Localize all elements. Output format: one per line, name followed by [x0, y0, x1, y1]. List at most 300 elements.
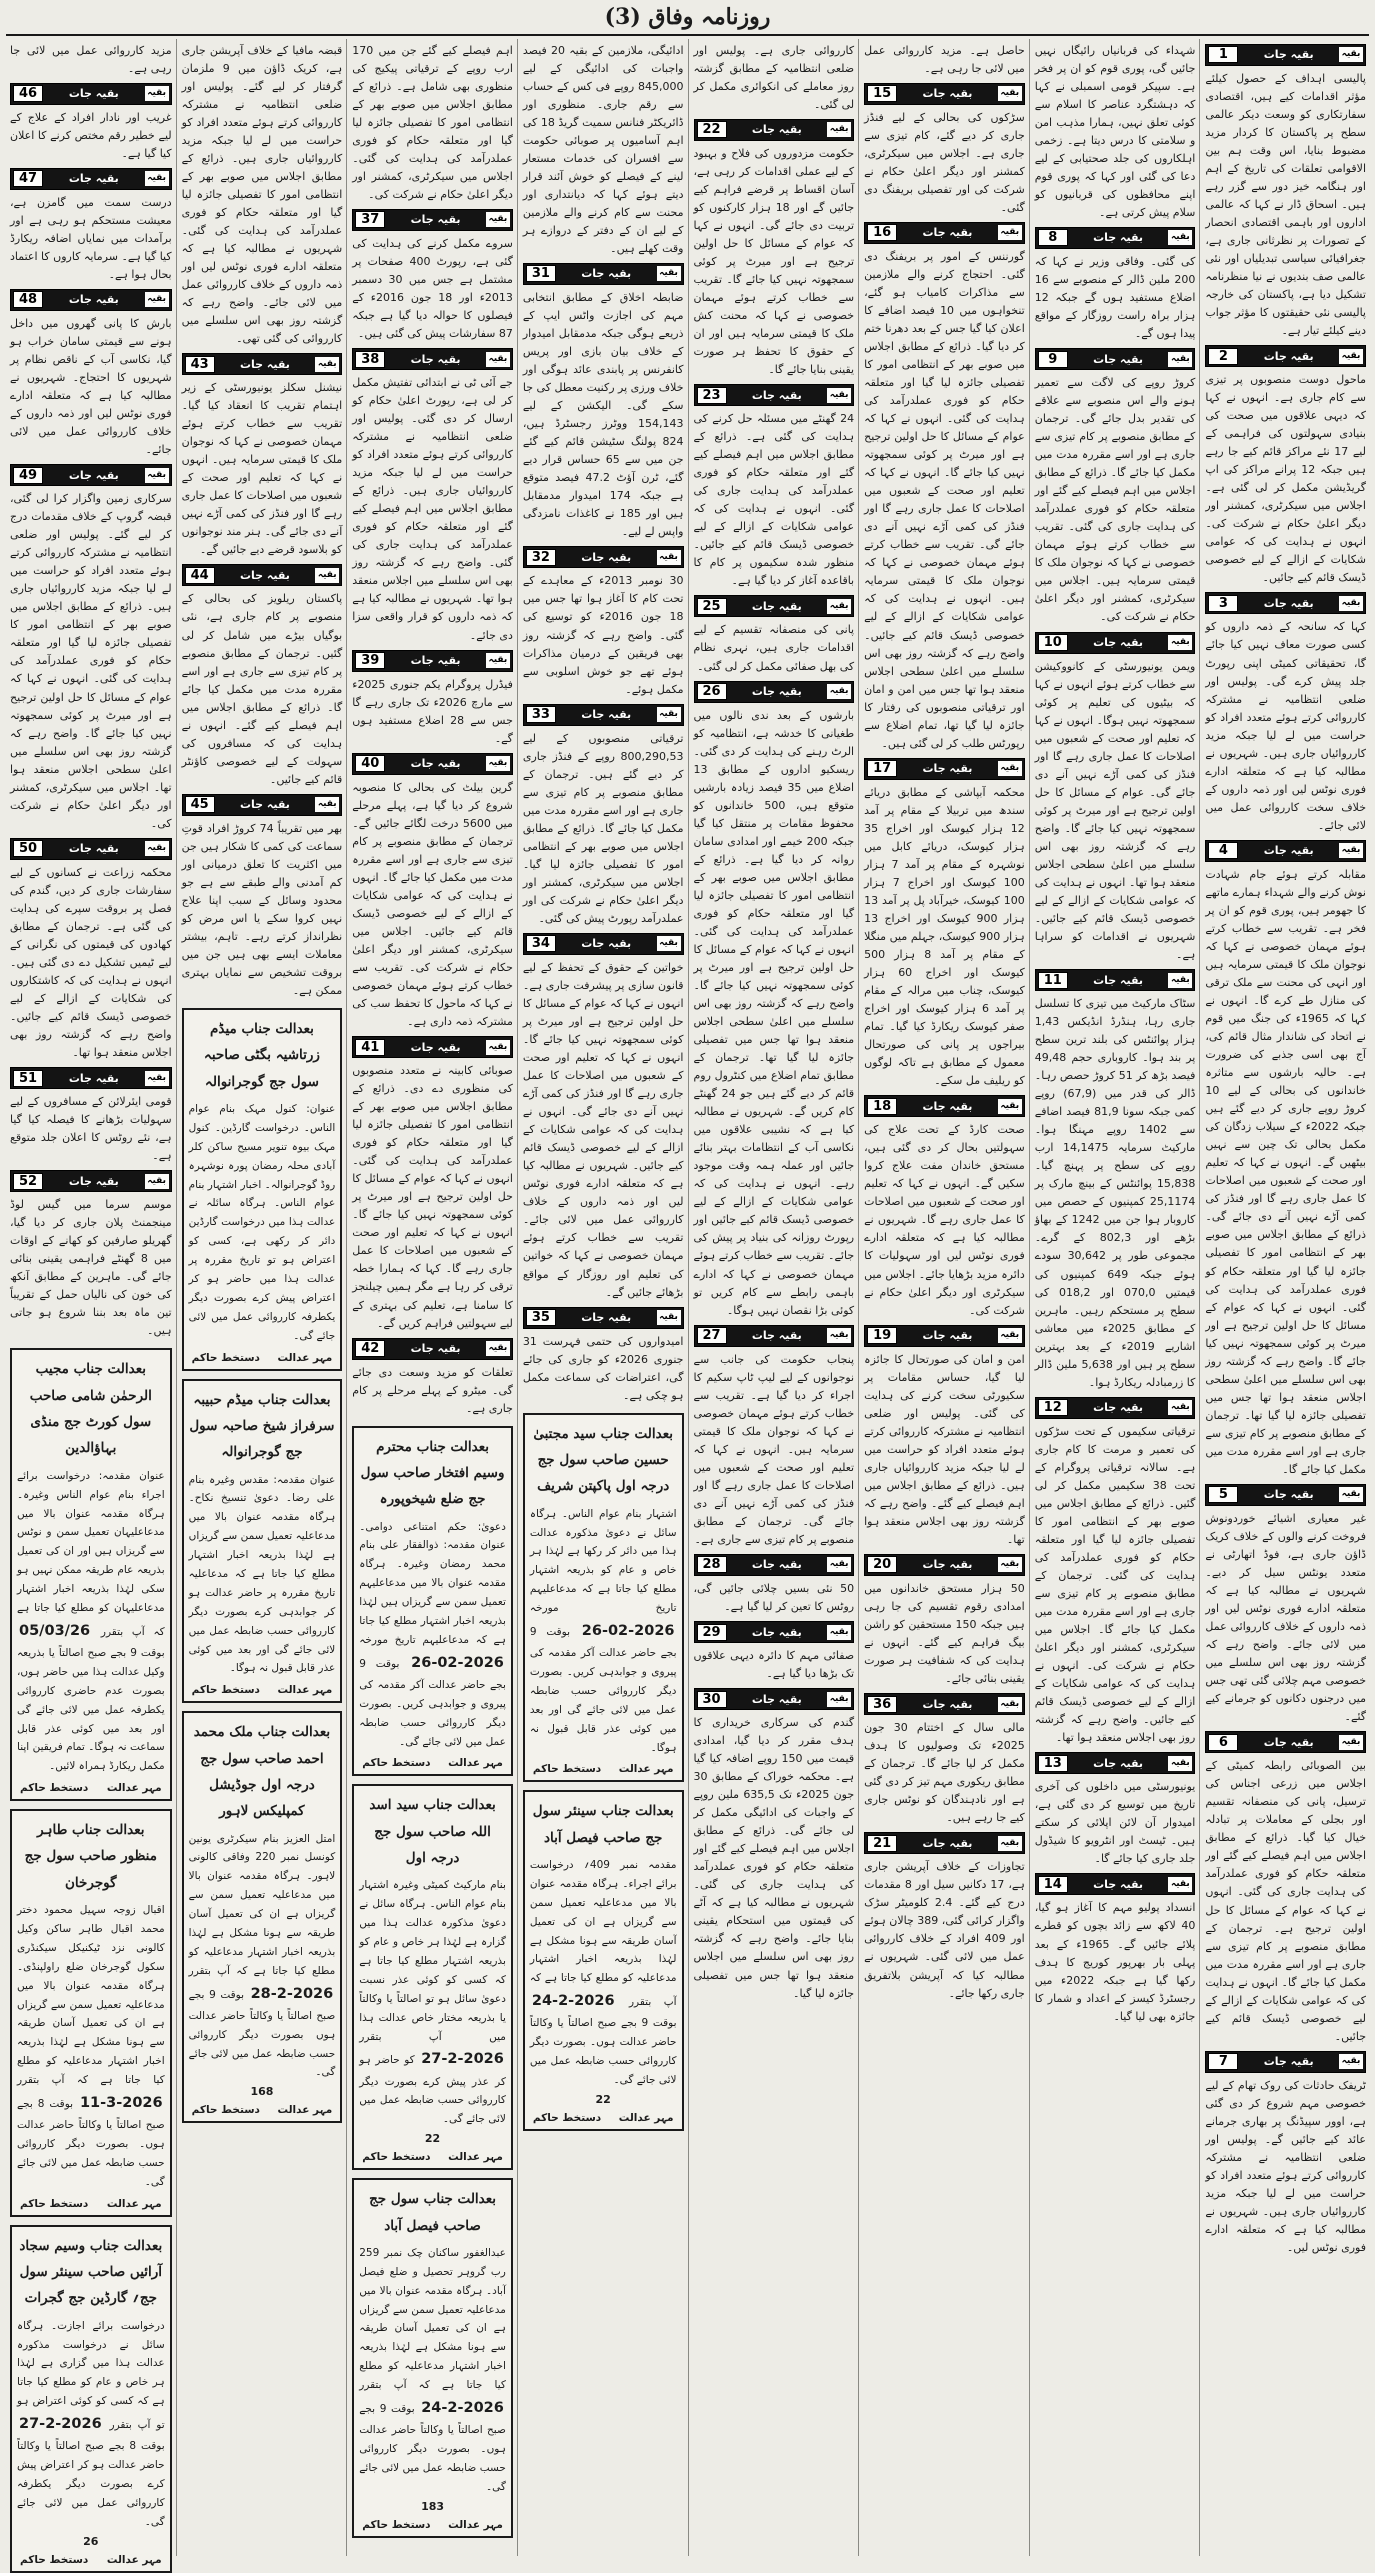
section-bar-corner-label: بقیہ: [1168, 352, 1192, 367]
section-bar-title: بقیہ جات: [1093, 1756, 1144, 1770]
section-number: 29: [697, 1624, 727, 1641]
section-bar-title: بقیہ جات: [581, 1311, 632, 1325]
section-bar-35: [523, 1307, 684, 1329]
section-bar-23: [694, 384, 855, 406]
section-bar-title: بقیہ جات: [410, 654, 461, 668]
news-text: تجاوزات کے خلاف آپریشن جاری ہے، 17 دکانیں سیل اور 8 مقدمات درج کیے گئے۔ 2.4 کلومیٹر سڑک واگزار کرائی گئی، 389 چالان ہوئے اور 409 افراد کے خلاف کارروائی عمل میں لائی گئی۔ شہریوں نے مطالبہ کیا کہ آپریشن بلاتفریق جاری رکھا جائے۔: [864, 1860, 1025, 2000]
news-text: ضابطہ اخلاق کے مطابق انتخابی مہم کی اجازت واٹس ایپ کے ذریعے ہوگی جبکہ مدمقابل امیدوار کے خلاف بیان بازی اور پریس کانفرنس پر پابندی عائد ہوگی اور خلاف ورزی پر رکنیت معطل کی جا سکے گی۔ الیکشن کے لیے 154,143 ووٹرز رجسٹرڈ ہیں، 824 پولنگ سٹیشن قائم کیے گئے جن میں سے 65 حساس قرار دیے گئے، ٹرن آؤٹ 47.2 فیصد متوقع ہے جبکہ 174 امیدوار مدمقابل ہیں اور 185 نے کاغذات نامزدگی واپس لے لیے۔: [522, 290, 684, 539]
section-bar-48: [10, 289, 172, 311]
section-bar-title: بقیہ جات: [1263, 844, 1314, 858]
news-text: بارش کا پانی گھروں میں داخل ہونے سے قیمتی سامان خراب ہو گیا، نکاسی آب کے ناقص نظام پر شہریوں کا احتجاج۔ شہریوں نے مطالبہ کیا ہے کہ متعلقہ ادارے فوری نوٹس لیں اور ذمہ داروں کے خلاف کارروائی عمل میں لائی جائے۔: [10, 316, 172, 457]
section-bar-title: بقیہ جات: [1093, 636, 1144, 649]
section-bar-title: بقیہ جات: [410, 1040, 461, 1054]
section-number: 38: [355, 351, 385, 368]
notice-footer-signature: دستخط حاکم: [20, 2197, 89, 2210]
section-bar-corner-label: بقیہ: [827, 1328, 851, 1343]
notice-body-text: بوقت 9 بجے صبح اصالتاً یا وکالتاً حاضر عدالت ہوں بصورت دیگر کارروائی حسب ضابطہ عمل میں لائی جائے گی۔: [188, 1988, 336, 2079]
notice-body-text: اقبال زوجہ سہیل محمود دختر محمد اقبال طاہر ساکن وکیل کالونی نزد ٹیکنیکل سیکنڈری سکول گوجرخان ضلع راولپنڈی۔ ہرگاہ مقدمہ عنوان بالا میں مدعاعلیہ تعمیل سمن سے گریزاں ہے ان کی تعمیل آسان طریقہ سے ہونا مشکل ہے لہٰذا بذریعہ اخبار اشتہار مدعاعلیہ کو مطلع کیا جاتا ہے کہ آپ بتقرر: [17, 1904, 165, 2087]
section-number: 1: [1208, 46, 1238, 63]
court-notice: [352, 1784, 513, 2170]
news-text: غیر معیاری اشیائے خوردونوش فروخت کرنے والوں کے خلاف کریک ڈاؤن جاری ہے، فوڈ اتھارٹی نے متعدد یونٹس سیل کر دیے۔ شہریوں نے مطالبہ کیا ہے کہ متعلقہ ادارے فوری نوٹس لیں اور ذمہ داروں کے خلاف کارروائی عمل میں لائی جائے۔ واضح رہے کہ گزشتہ روز بھی اس سلسلے میں خصوصی مہم چلائی گئی تھی جس میں درجنوں دکانوں کو جرمانے کیے گئے۔: [1205, 1511, 1366, 1724]
section-bar-corner-label: بقیہ: [486, 352, 510, 367]
notice-date: 26-02-2026: [581, 1622, 675, 1639]
section-bar-title: بقیہ جات: [1263, 48, 1314, 62]
section-bar-8: [1035, 227, 1196, 249]
section-bar-corner-label: بقیہ: [657, 550, 681, 565]
section-bar-title: بقیہ جات: [1093, 1401, 1144, 1415]
section-bar-corner-label: بقیہ: [827, 388, 851, 403]
section-number: 39: [355, 652, 385, 669]
section-bar-2: [1205, 345, 1366, 367]
news-text: سڑکوں کی بحالی کے لیے فنڈز جاری کر دیے گئے، کام تیزی سے جاری ہے۔ اجلاس میں سیکرٹری، کمشنر اور دیگر اعلیٰ حکام نے شرکت کی اور تفصیلی بریفنگ دی گئی۔: [864, 110, 1025, 214]
notice-body-text: عبدالغفور ساکنان چک نمبر 259 رب گروہر تحصیل و ضلع فیصل آباد۔ ہرگاہ مقدمہ عنوان بالا میں مدعاعلیہ تعمیل سمن سے گریزاں ہے ان کی تعمیل آسان طریقہ سے ہونا مشکل ہے لہٰذا بذریعہ اخبار اشتہار مدعاعلیہ کو مطلع کیا جاتا ہے کہ آپ بتقرر: [359, 2246, 506, 2392]
section-number: 49: [13, 467, 43, 484]
section-bar-corner-label: بقیہ: [657, 707, 681, 722]
section-bar-corner-label: بقیہ: [827, 684, 851, 699]
news-text: غریب اور نادار افراد کے علاج کے لیے خطیر رقم مختص کرنے کا اعلان کیا گیا ہے۔: [10, 110, 172, 160]
notice-header: بعدالت جناب محترم وسیم افتخار صاحب سول جج ضلع شیخوپورہ: [360, 1438, 505, 1508]
section-bar-title: بقیہ جات: [751, 1329, 802, 1343]
court-notice: [10, 1348, 172, 1801]
notice-footer-signature: دستخط حاکم: [362, 1757, 431, 1770]
section-bar-corner-label: بقیہ: [1168, 230, 1192, 245]
section-bar-corner-label: بقیہ: [145, 841, 169, 856]
section-number: 43: [185, 356, 215, 373]
notice-body: [17, 1901, 165, 2192]
section-bar-22: [694, 119, 855, 141]
section-bar-28: [694, 1554, 855, 1576]
section-bar-47: [10, 168, 172, 190]
section-bar-corner-label: بقیہ: [827, 1557, 851, 1572]
section-number: 26: [697, 683, 727, 700]
news-text: امیدواروں کی حتمی فہرست 31 جنوری 2026ء کو جاری کی جائے گی، اعتراضات کی سماعت مکمل ہو چکی ہے۔: [522, 1334, 684, 1402]
section-bar-title: بقیہ جات: [922, 1329, 973, 1343]
section-bar-15: [864, 83, 1025, 105]
news-text: کی گئی۔ وفاقی وزیر نے کہا کہ 200 ملین ڈالر کے منصوبے سے 16 اضلاع مستفید ہوں گے جبکہ 12 ہزار براہ راست روزگار کے مواقع پیدا ہوں گے۔: [1034, 254, 1196, 341]
notice-date: 11-3-2026: [79, 2095, 163, 2112]
section-bar-corner-label: بقیہ: [315, 797, 339, 812]
section-bar-3: [1205, 592, 1366, 614]
section-bar-corner-label: بقیہ: [486, 1040, 510, 1055]
section-number: 14: [1038, 1876, 1068, 1893]
section-bar-corner-label: بقیہ: [827, 1692, 851, 1707]
news-text: گرین بیلٹ کی بحالی کا منصوبہ شروع کر دیا گیا ہے، پہلے مرحلے میں 5600 درخت لگائے جائیں گے۔ ترجمان کے مطابق منصوبے پر کام تیزی سے جاری ہے اور اسے مقررہ مدت میں مکمل کیا جائے گا۔ انہوں نے ہدایت کی کہ عوامی شکایات کے ازالے کے لیے خصوصی ڈیسک قائم کیے جائیں۔ اجلاس میں سیکرٹری، کمشنر اور دیگر اعلیٰ حکام نے شرکت کی۔ تقریب سے خطاب کرتے ہوئے مہمان خصوصی نے کہا کہ ماحول کا تحفظ سب کی مشترکہ ذمہ داری ہے۔: [352, 780, 513, 1029]
news-text: کروڑ روپے کی لاگت سے تعمیر ہونے والے اس منصوبے سے علاقے کی تقدیر بدل جائے گی۔ ترجمان کے مطابق منصوبے پر کام تیزی سے جاری ہے اور اسے مقررہ مدت میں مکمل کیا جائے گا۔ ذرائع کے مطابق اجلاس میں اہم فیصلے کیے گئے اور متعلقہ حکام کو فوری عملدرآمد کی ہدایت جاری کی گئی۔ تقریب سے خطاب کرتے ہوئے مہمان خصوصی نے کہا کہ نوجوان ملک کا قیمتی سرمایہ ہیں۔ اجلاس میں سیکرٹری، کمشنر اور دیگر اعلیٰ حکام نے شرکت کی۔: [1034, 376, 1196, 624]
notice-header: بعدالت جناب سول جج صاحب فیصل آباد: [369, 2191, 497, 2234]
section-bar-12: [1035, 1397, 1196, 1419]
section-number: 25: [697, 598, 727, 615]
notice-date: 27-2-2026: [421, 2051, 504, 2068]
notice-header: بعدالت جناب وسیم سجاد آرائیں صاحب سینئر سول جج؍ گارڈین جج گجرات: [19, 2237, 163, 2307]
notice-date: 26-02-2026: [411, 1654, 504, 1671]
section-bar-corner-label: بقیہ: [145, 292, 169, 307]
notice-footer-signature: دستخط حاکم: [532, 1763, 602, 1776]
section-bar-title: بقیہ جات: [1263, 2055, 1314, 2069]
section-bar-27: [694, 1325, 855, 1347]
section-number: 16: [867, 224, 897, 241]
news-text: یونیورسٹی میں داخلوں کی آخری تاریخ میں توسیع کر دی گئی ہے، امیدوار آن لائن اپلائی کر سکتے ہیں۔ ٹیسٹ اور انٹرویو کا شیڈول جلد جاری کیا جائے گا۔: [1034, 1780, 1196, 1866]
section-number: 31: [526, 265, 556, 282]
notice-footer-seal: مہر عدالت: [277, 2104, 333, 2117]
section-bar-44: [182, 564, 343, 586]
news-text: پاکستان ریلویز کی بحالی کے منصوبے پر کام جاری ہے، نئی بوگیاں بیڑے میں شامل کر لی گئیں۔ ترجمان کے مطابق منصوبے پر کام تیزی سے جاری ہے اور اسے مقررہ مدت میں مکمل کیا جائے گا۔ ذرائع کے مطابق اجلاس میں اہم فیصلے کیے گئے۔ انہوں نے ہدایت کی کہ مسافروں کی سہولت کے لیے خصوصی کاؤنٹر قائم کیے جائیں۔: [181, 592, 343, 786]
news-text: اہم فیصلے کیے گئے جن میں 170 ارب روپے کے ترقیاتی پیکیج کی منظوری بھی شامل ہے۔ ذرائع کے مطابق اجلاس میں صوبے بھر کے انتظامی امور کا تفصیلی جائزہ لیا گیا اور متعلقہ حکام کو فوری عملدرآمد کی ہدایت کی گئی۔ اجلاس میں سیکرٹری، کمشنر اور دیگر اعلیٰ حکام نے شرکت کی۔: [352, 43, 513, 201]
notice-body-text: بوقت 9 بجے صبح اصالتاً یا بذریعہ وکیل عدالت ہذا میں حاضر ہوں، بصورت عدم حاضری کارروائی یکطرفہ عمل میں لائی جائے گی اور بعد میں کوئی عذر قابل سماعت نہ ہوگا۔ تمام فریقین اپنا مکمل ریکارڈ ہمراہ لائیں۔: [17, 1646, 165, 1773]
section-bar-title: بقیہ جات: [751, 1558, 802, 1572]
notice-case-ref: 168: [250, 2085, 274, 2099]
news-text: ترقیاتی سکیموں کے تحت سڑکوں کی تعمیر و مرمت کا کام جاری ہے۔ سالانہ ترقیاتی پروگرام کے تحت 38 سکیمیں مکمل کر لی گئیں۔ ذرائع کے مطابق اجلاس میں صوبے بھر کے انتظامی امور کا تفصیلی جائزہ لیا گیا اور متعلقہ حکام کو فوری عملدرآمد کی ہدایت کی گئی۔ ترجمان کے مطابق منصوبے پر کام تیزی سے جاری ہے اور اسے مقررہ مدت میں مکمل کیا جائے گا۔ اجلاس میں سیکرٹری، کمشنر اور دیگر اعلیٰ حکام نے شرکت کی۔ انہوں نے ہدایت کی کہ عوامی شکایات کے ازالے کے لیے خصوصی ڈیسک قائم کیے جائیں۔ واضح رہے کہ گزشتہ روز بھی اجلاس منعقد ہوا تھا۔: [1034, 1424, 1196, 1745]
news-text: پنجاب حکومت کی جانب سے نوجوانوں کے لیے لیپ ٹاپ سکیم کا اجراء کر دیا گیا ہے۔ تقریب سے خطاب کرتے ہوئے مہمان خصوصی نے کہا کہ نوجوان ملک کا قیمتی سرمایہ ہیں۔ انہوں نے کہا کہ تعلیم اور صحت کے شعبوں میں اصلاحات کا عمل جاری رہے گا اور فنڈز کی کمی آڑے نہیں آنے دی جائے گی۔ ترجمان کے مطابق منصوبے پر کام تیزی سے جاری ہے۔: [693, 1352, 855, 1546]
notice-footer: [17, 2554, 165, 2566]
notice-body-text: بوقت 9 بجے حاضر عدالت آکر مقدمہ کی پیروی و جوابدہی کریں۔ بصورت دیگر کارروائی حسب ضابطہ عمل میں لائی جائے گی اور بعد میں کوئی عذر قابل قبول نہ ہوگا۔: [529, 1625, 677, 1754]
notice-body-text: بوقت 9 بجے صبح اصالتاً یا وکالتاً حاضر عدالت ہوں۔ بصورت دیگر کارروائی حسب ضابطہ عمل میں لائی جائے گی۔: [359, 2402, 506, 2493]
section-bar-title: بقیہ جات: [239, 568, 290, 582]
notice-date: 28-2-2026: [250, 1985, 334, 2002]
masthead: [0, 0, 1375, 36]
notice-body-text: اشتہار بنام عوام الناس۔ ہرگاہ سائل نے دعویٰ مذکورہ عدالت ہذا میں دائر کر رکھا ہے لہٰذا ہر خاص و عام کو بذریعہ اشتہار مطلع کیا جاتا ہے کہ مدعاعلیہم تاریخ مورخہ: [529, 1507, 677, 1615]
section-bar-corner-label: بقیہ: [486, 212, 510, 227]
section-number: 17: [867, 760, 897, 777]
section-bar-39: [352, 650, 513, 672]
section-bar-29: [694, 1621, 855, 1643]
section-bar-corner-label: بقیہ: [145, 1174, 169, 1189]
notice-header: بعدالت جناب ملک محمد احمد صاحب سول جج درجہ اول جوڈیشل کمپلیکس لاہور: [193, 1724, 331, 1820]
news-text: نیشنل سکلز یونیورسٹی کے زیر اہتمام تقریب کا انعقاد کیا گیا۔ تقریب سے خطاب کرتے ہوئے مہمان خصوصی نے کہا کہ نوجوان ملک کا قیمتی سرمایہ ہیں۔ انہوں نے کہا کہ تعلیم اور صحت کے شعبوں میں اصلاحات کا عمل جاری رہے گا اور فنڈز کی کمی آڑے نہیں آنے دی جائے گی۔ ہنر مند نوجوانوں کو بلاسود قرضے دیے جائیں گے۔: [181, 381, 343, 557]
court-notice: [523, 1790, 684, 2131]
notice-footer: [189, 2104, 336, 2116]
section-bar-41: [352, 1036, 513, 1058]
notice-case-ref: 183: [421, 2499, 445, 2513]
section-bar-9: [1035, 348, 1196, 370]
notice-footer-seal: مہر عدالت: [106, 1782, 162, 1795]
section-number: 48: [13, 291, 43, 308]
section-bar-title: بقیہ جات: [410, 1342, 461, 1356]
section-bar-corner-label: بقیہ: [998, 86, 1022, 101]
section-bar-corner-label: بقیہ: [998, 1836, 1022, 1851]
section-number: 15: [867, 85, 897, 102]
news-text: محکمہ زراعت نے کسانوں کے لیے سفارشات جاری کر دیں، گندم کی فصل پر بروقت سپرے کی ہدایت کی گئی ہے۔ ترجمان کے مطابق کھادوں کی قیمتوں کی نگرانی کے لیے ٹیمیں تشکیل دے دی گئی ہیں۔ انہوں نے ہدایت کی کہ کاشتکاروں کی شکایات کے ازالے کے لیے خصوصی ڈیسک قائم کیے جائیں۔ واضح رہے کہ گزشتہ روز بھی اجلاس منعقد ہوا تھا۔: [10, 865, 172, 1060]
court-notice: [10, 2225, 172, 2573]
news-text: قومی ایئرلائن کے مسافروں کے لیے سہولیات بڑھانے کا فیصلہ کیا گیا ہے، نئے روٹس کا اعلان جلد متوقع ہے۔: [10, 1095, 172, 1163]
section-bar-50: [10, 838, 172, 860]
notice-body-text: بوقت 9 بجے حاضر عدالت آکر مقدمہ کی پیروی و جوابدہی کریں۔ بصورت دیگر کارروائی حسب ضابطہ عمل میں لائی جائے گی۔: [359, 1657, 506, 1748]
section-bar-corner-label: بقیہ: [1168, 1877, 1192, 1892]
section-bar-37: [352, 209, 513, 231]
section-bar-32: [523, 546, 684, 568]
section-bar-title: بقیہ جات: [1093, 231, 1144, 245]
court-notice: [182, 1379, 343, 1704]
notice-body-text: عنوان مقدمہ: درخواست برائے اجراء بنام عوام الناس وغیرہ۔ ہرگاہ مقدمہ عنوان بالا میں مدعاعلیہان تعمیل سمن و نوٹس سے گریزاں ہیں اور ان کی تعمیل بذریعہ عام طریقہ ممکن نہیں ہو سکی لہٰذا بذریعہ اخبار اشتہار مدعاعلیہان کو مطلع کیا جاتا ہے کہ آپ بتقرر: [17, 1469, 165, 1638]
news-text: امن و امان کی صورتحال کا جائزہ لیا گیا، حساس مقامات پر سکیورٹی سخت کرنے کی ہدایت کی گئی۔ پولیس اور ضلعی انتظامیہ نے مشترکہ کارروائی کرتے ہوئے متعدد افراد کو حراست میں لے لیا جبکہ مزید کارروائیاں جاری ہیں۔ ذرائع کے مطابق اجلاس میں اہم فیصلے کیے گئے۔ واضح رہے کہ گزشتہ روز بھی اجلاس منعقد ہوا تھا۔: [864, 1352, 1025, 1546]
section-bar-title: بقیہ جات: [1263, 596, 1314, 610]
notice-footer-seal: مہر عدالت: [277, 1684, 333, 1697]
news-text: صفائی مہم کا دائرہ دیہی علاقوں تک بڑھا دیا گیا ہے۔: [693, 1649, 855, 1681]
section-bar-1: [1205, 44, 1366, 66]
section-bar-corner-label: بقیہ: [657, 936, 681, 951]
notice-footer-seal: مہر عدالت: [448, 1757, 503, 1770]
section-bar-title: بقیہ جات: [68, 1174, 119, 1188]
notice-footer: [359, 2151, 506, 2163]
section-number: 46: [13, 85, 43, 102]
notice-header: بعدالت جناب طاہر منظور صاحب سول جج گوجرخان: [24, 1822, 157, 1891]
news-text: محکمہ آبپاشی کے مطابق دریائے سندھ میں تربیلا کے مقام پر آمد 12 ہزار کیوسک اور اخراج 35 ہزار کیوسک، دریائے کابل میں نوشہرہ کے مقام پر آمد 7 ہزار 100 کیوسک اور اخراج 7 ہزار 100 کیوسک، خیرآباد پل پر آمد 13 ہزار 900 کیوسک اور اخراج 13 ہزار 900 کیوسک، جہلم میں منگلا کے مقام پر آمد 8 ہزار 500 کیوسک اور اخراج 60 ہزار کیوسک، چناب میں مرالہ کے مقام پر آمد 6 ہزار کیوسک اور اخراج صفر کیوسک ریکارڈ کیا گیا۔ تمام بیراجوں پر پانی کی صورتحال معمول کے مطابق ہے تاکہ لوگوں کو ریلیف مل سکے۔: [864, 785, 1025, 1088]
section-bar-corner-label: بقیہ: [486, 1341, 510, 1356]
news-text: 24 گھنٹے میں مسئلہ حل کرنے کی ہدایت کی گئی ہے۔ ذرائع کے مطابق اجلاس میں اہم فیصلے کیے گئے اور متعلقہ حکام کو فوری عملدرآمد کی ہدایت جاری کی گئی۔ انہوں نے ہدایت کی کہ عوامی شکایات کے ازالے کے لیے خصوصی ڈیسک قائم کیے جائیں۔ منظور شدہ سکیموں پر کام کا باقاعدہ آغاز کر دیا گیا ہے۔: [693, 412, 855, 588]
section-bar-corner-label: بقیہ: [827, 122, 851, 137]
column-7: [176, 39, 347, 2556]
section-bar-title: بقیہ جات: [751, 685, 802, 699]
section-number: 8: [1038, 229, 1068, 246]
news-text: 30 نومبر 2013ء کے معاہدے کے تحت کام کا آغاز ہوا تھا جس میں 18 جون 2016ء کو توسیع کی گئی۔ واضح رہے کہ گزشتہ روز بھی فریقین کے درمیان مذاکرات ہوئے تھے جو خوش اسلوبی سے مکمل ہوئے۔: [522, 574, 684, 696]
notice-body-text: دعویٰ: حکم امتناعی دوامی۔ عنوان مقدمہ: ذوالفقار علی بنام محمد رمضان وغیرہ۔ ہرگاہ مقدمہ عنوان بالا میں مدعاعلیہم تعمیل سمن سے گریزاں ہیں لہٰذا بذریعہ اخبار اشتہار مطلع کیا جاتا ہے کہ مدعاعلیہم تاریخ مورخہ: [359, 1520, 506, 1646]
section-number: 19: [867, 1327, 897, 1344]
section-bar-corner-label: بقیہ: [1339, 596, 1363, 611]
news-text: پالیسی اہداف کے حصول کیلئے مؤثر اقدامات کیے ہیں، اقتصادی سفارتکاری کو وسعت دیکر عالمی سطح پر پاکستان کا کردار مزید مضبوط بنایا، اس وقت ہم بین الاقوامی تعلقات کی تاریخ کے اہم اور ہنگامہ خیز دور سے گزر رہے ہیں۔ اسحاق ڈار نے کہا کہ عالمی اداروں اور باہمی اقتصادی انحصار کے تصورات پر نظرثانی جاری ہے، جغرافیائی سیاسی تبدیلیاں اور نئی عالمی صف بندیوں نے نیا منظرنامہ تشکیل دیا ہے، پاکستان کی خارجہ پالیسی نئی حقیقتوں کا مؤثر جواب دینے کیلئے تیار ہے۔: [1205, 71, 1366, 338]
section-number: 32: [526, 549, 556, 566]
section-bar-16: [864, 222, 1025, 244]
section-number: 12: [1038, 1399, 1068, 1416]
section-number: 42: [355, 1340, 385, 1357]
section-bar-corner-label: بقیہ: [1339, 843, 1363, 858]
section-bar-title: بقیہ جات: [68, 1071, 119, 1085]
notice-body-text: عنوان مقدمہ: مقدس وغیرہ بنام علی رضا۔ دعویٰ تنسیخ نکاح۔ ہرگاہ مقدمہ عنوان بالا میں مدعاعلیہ تعمیل سمن سے گریزاں ہے لہٰذا بذریعہ اخبار اشتہار مطلع کیا جاتا ہے کہ مدعاعلیہ تاریخ مقررہ پر حاضر عدالت ہو کر جوابدہی کرے: [188, 1473, 336, 1618]
court-notice: [182, 1008, 343, 1371]
notice-body-text: بوقت 8 بجے صبح اصالتاً یا وکالتاً حاضر عدالت ہو کر اعتراض پیش کرے بصورت دیگر یکطرفہ کارروائی عمل میں لائی جائے گی۔: [17, 2440, 165, 2528]
section-bar-corner-label: بقیہ: [1168, 1400, 1192, 1415]
section-number: 33: [526, 706, 556, 723]
section-number: 18: [867, 1098, 897, 1115]
section-bar-corner-label: بقیہ: [1339, 1735, 1363, 1750]
section-number: 47: [13, 170, 43, 187]
section-bar-title: بقیہ جات: [922, 1697, 973, 1711]
court-notice: [352, 1426, 513, 1777]
section-bar-corner-label: بقیہ: [1339, 1487, 1363, 1502]
news-text: خواتین کے حقوق کے تحفظ کے لیے قانون سازی پر پیشرفت جاری ہے۔ انہوں نے کہا کہ عوام کے مسائل کا حل اولین ترجیح ہے اور میرٹ پر کوئی سمجھوتہ نہیں کیا جائے گا۔ انہوں نے کہا کہ تعلیم اور صحت کے شعبوں میں اصلاحات کا عمل جاری رہے گا اور فنڈز کی کمی آڑے نہیں آنے دی جائے گی۔ انہوں نے ہدایت کی کہ عوامی شکایات کے ازالے کے لیے خصوصی ڈیسک قائم کیے جائیں۔ شہریوں نے مطالبہ کیا ہے کہ متعلقہ ادارے فوری نوٹس لیں اور ذمہ داروں کے خلاف کارروائی عمل میں لائی جائے۔ تقریب سے خطاب کرتے ہوئے مہمان خصوصی نے کہا کہ خواتین کی تعلیم اور روزگار کے مواقع بڑھائے جائیں گے۔: [522, 960, 684, 1299]
news-text: ٹریفک حادثات کی روک تھام کے لیے خصوصی مہم شروع کر دی گئی ہے، اوور سپیڈنگ پر بھاری جرمانے عائد کیے جائیں گے۔ پولیس اور ضلعی انتظامیہ نے مشترکہ کارروائی کرتے ہوئے متعدد افراد کو حراست میں لے لیا جبکہ مزید کارروائیاں جاری ہیں۔ شہریوں نے مطالبہ کیا ہے کہ متعلقہ ادارے فوری نوٹس لیں۔: [1205, 2078, 1366, 2255]
section-bar-title: بقیہ جات: [922, 762, 973, 776]
notice-body: [359, 1876, 506, 2129]
news-text: صوبائی کابینہ نے متعدد منصوبوں کی منظوری دے دی۔ ذرائع کے مطابق اجلاس میں صوبے بھر کے انتظامی امور کا تفصیلی جائزہ لیا گیا اور متعلقہ حکام کو فوری عملدرآمد کی ہدایت کی گئی۔ انہوں نے کہا کہ عوام کے مسائل کا حل اولین ترجیح ہے اور میرٹ پر کوئی سمجھوتہ نہیں کیا جائے گا۔ انہوں نے کہا کہ تعلیم اور صحت کے شعبوں میں اصلاحات کا عمل جاری رہے گا۔ کہا کہ ہمارا خطہ ترقی کر رہا ہے مگر ہمیں چیلنجز کا سامنا ہے، تعلیم کی بہتری کے لیے سہولتیں فراہم کریں گے۔: [352, 1064, 513, 1330]
section-number: 37: [355, 211, 385, 228]
notice-footer-signature: دستخط حاکم: [191, 2104, 260, 2117]
section-bar-title: بقیہ جات: [410, 757, 461, 771]
notice-footer: [530, 2112, 677, 2124]
news-text: کہا کہ سانحہ کے ذمہ داروں کو کسی صورت معاف نہیں کیا جائے گا، تحقیقاتی کمیٹی اپنی رپورٹ جلد پیش کرے گی۔ پولیس اور ضلعی انتظامیہ نے مشترکہ کارروائی کرتے ہوئے متعدد افراد کو حراست میں لے لیا جبکہ مزید کارروائیاں جاری ہیں۔ شہریوں نے مطالبہ کیا ہے کہ متعلقہ ادارے فوری نوٹس لیں اور ذمہ داروں کے خلاف سخت کارروائی عمل میں لائی جائے۔: [1205, 620, 1366, 832]
section-number: 51: [13, 1070, 43, 1087]
section-bar-corner-label: بقیہ: [1168, 973, 1192, 988]
court-notice: [523, 1413, 684, 1783]
news-text: بین الصوبائی رابطہ کمیٹی کے اجلاس میں زرعی اجناس کی ترسیل، پانی کی منصفانہ تقسیم اور بجلی کے معاملات پر تبادلہ خیال کیا گیا۔ ذرائع کے مطابق اجلاس میں اہم فیصلے کیے گئے اور متعلقہ حکام کو فوری عملدرآمد کی ہدایت جاری کی گئی۔ انہوں نے کہا کہ عوام کے مسائل کا حل اولین ترجیح ہے۔ ترجمان کے مطابق منصوبے پر کام تیزی سے جاری ہے اور اسے مقررہ مدت میں مکمل کیا جائے گا۔ انہوں نے ہدایت کی کہ عوامی شکایات کے ازالے کے لیے خصوصی ڈیسک قائم کیے جائیں۔: [1205, 1759, 1366, 2043]
section-bar-7: [1205, 2051, 1366, 2073]
section-bar-43: [182, 353, 343, 375]
notice-date: 27-2-2026: [19, 2416, 102, 2433]
section-number: 21: [867, 1835, 897, 1852]
news-text: گورننس کے امور پر بریفنگ دی گئی۔ احتجاج کرنے والے ملازمین سے مذاکرات کامیاب ہو گئے، تنخواہوں میں 10 فیصد اضافے کا اعلان کیا گیا جس کے بعد دھرنا ختم کر دیا گیا۔ ذرائع کے مطابق اجلاس میں صوبے بھر کے انتظامی امور کا تفصیلی جائزہ لیا گیا اور متعلقہ حکام کو فوری عملدرآمد کی ہدایت کی گئی۔ انہوں نے کہا کہ عوام کے مسائل کا حل اولین ترجیح ہے اور میرٹ پر کوئی سمجھوتہ نہیں کیا جائے گا۔ انہوں نے کہا کہ تعلیم اور صحت کے شعبوں میں اصلاحات کا عمل جاری رہے گا اور فنڈز کی کمی آڑے نہیں آنے دی جائے گی۔ تقریب سے خطاب کرتے ہوئے مہمان خصوصی نے کہا کہ نوجوان ملک کا قیمتی سرمایہ ہیں۔ انہوں نے ہدایت کی کہ عوامی شکایات کے ازالے کے لیے خصوصی ڈیسک قائم کیے جائیں۔ واضح رہے کہ گزشتہ روز بھی اس سلسلے میں اعلیٰ سطحی اجلاس منعقد ہوا تھا جس میں امن و امان اور ترقیاتی منصوبوں کی رفتار کا جائزہ لیا گیا تھا، تمام اضلاع سے رپورٹس طلب کر لی گئی ہیں۔: [864, 249, 1025, 750]
section-number: 5: [1208, 1486, 1238, 1503]
notice-footer-signature: دستخط حاکم: [362, 2151, 431, 2164]
notice-footer-signature: دستخط حاکم: [191, 1684, 260, 1697]
notice-body: [359, 1518, 506, 1752]
notice-footer: [17, 1782, 165, 1794]
notice-footer-seal: مہر عدالت: [106, 2553, 162, 2566]
section-bar-title: بقیہ جات: [410, 213, 461, 227]
notice-footer-seal: مہر عدالت: [448, 2518, 503, 2531]
section-number: 34: [526, 935, 556, 952]
notice-case-ref: 22: [424, 2132, 441, 2146]
section-bar-corner-label: بقیہ: [998, 225, 1022, 240]
columns: [0, 36, 1375, 2566]
notice-footer-seal: مہر عدالت: [618, 2111, 674, 2124]
section-bar-title: بقیہ جات: [1093, 973, 1144, 987]
notice-footer: [530, 1763, 677, 1775]
section-bar-5: [1205, 1484, 1366, 1506]
section-bar-30: [694, 1688, 855, 1710]
section-bar-36: [864, 1693, 1025, 1715]
news-text: ترقیاتی منصوبوں کے لیے 800,290,53 روپے کے فنڈز جاری کر دیے گئے ہیں۔ ترجمان کے مطابق منصوبے پر کام تیزی سے جاری ہے اور اسے مقررہ مدت میں مکمل کیا جائے گا۔ ذرائع کے مطابق اجلاس میں صوبے بھر کے انتظامی امور کا تفصیلی جائزہ لیا گیا۔ اجلاس میں سیکرٹری، کمشنر اور دیگر اعلیٰ حکام نے شرکت کی اور عملدرآمد رپورٹ پیش کی گئی۔: [522, 731, 684, 925]
section-number: 11: [1038, 972, 1068, 989]
news-text: قبضہ مافیا کے خلاف آپریشن جاری ہے، کریک ڈاؤن میں 9 ملزمان گرفتار کر لیے گئے۔ پولیس اور ضلعی انتظامیہ نے مشترکہ کارروائی کرتے ہوئے متعدد افراد کو حراست میں لے لیا جبکہ مزید کارروائیاں جاری ہیں۔ ذرائع کے مطابق اجلاس میں صوبے بھر کے انتظامی امور کا تفصیلی جائزہ لیا گیا اور متعلقہ حکام کو فوری عملدرآمد کی ہدایت کی گئی۔ شہریوں نے مطالبہ کیا ہے کہ متعلقہ ادارے فوری نوٹس لیں اور ذمہ داروں کے خلاف کارروائی عمل میں لائی جائے۔ واضح رہے کہ گزشتہ روز بھی اس سلسلے میں کارروائی کی گئی تھی۔: [181, 43, 343, 346]
section-bar-4: [1205, 840, 1366, 862]
section-number: 20: [867, 1556, 897, 1573]
column-1: [1199, 39, 1370, 2556]
notice-header: بعدالت جناب میڈم حبیبہ سرفراز شیخ صاحبہ سول جج گوجرانوالہ: [189, 1391, 335, 1461]
section-bar-corner-label: بقیہ: [1339, 47, 1363, 62]
news-text: بھر میں تقریباً 74 کروڑ افراد قوتِ سماعت کی کمی کا شکار ہیں جن میں اکثریت کا تعلق درمیانی اور کم آمدنی والے طبقے سے ہے جو محدود وسائل کے سبب اپنا علاج نہیں کروا سکے یا اس مرض کو نظرانداز کرتے رہے۔ تاہم، بیشتر معاملات ایسے بھی ہیں جن میں بروقت تشخیص سے نمایاں بہتری ممکن ہے۔: [181, 821, 343, 998]
notice-body: [189, 1100, 336, 1346]
section-bar-33: [523, 704, 684, 726]
section-bar-38: [352, 348, 513, 370]
section-bar-title: بقیہ جات: [1093, 1877, 1144, 1891]
section-bar-corner-label: بقیہ: [998, 1328, 1022, 1343]
section-number: 30: [697, 1691, 727, 1708]
section-number: 40: [355, 755, 385, 772]
section-bar-title: بقیہ جات: [581, 937, 632, 951]
notice-body-text: عدالت ہذا میں حاضر ہو کر اعتراض پیش کرے بصورت دیگر یکطرفہ کارروائی عمل میں لائی جائے گی۔: [188, 1273, 336, 1342]
notice-body-text: بنام مارکیٹ کمیٹی وغیرہ اشتہار بنام عوام الناس۔ ہرگاہ سائل نے دعویٰ مذکورہ عدالت ہذا میں گزارہ ہے لہٰذا ہر خاص و عام کو بذریعہ اشتہار مطلع کیا جاتا ہے کہ کسی کو کوئی عذر نسبت دعویٰ سائل ہو تو اصالتاً یا وکالتاً یا بذریعہ مختار خاص عدالت ہذا میں آپ بتقرر: [359, 1879, 506, 2043]
section-bar-title: بقیہ جات: [1263, 1488, 1314, 1502]
notice-body-text: مقدمہ نمبر 409؍ درخواست برائے اجراء۔ ہرگاہ مقدمہ عنوان بالا میں مدعاعلیہ تعمیل سمن سے گریزاں ہے ان کی تعمیل آسان طریقہ سے ہونا مشکل ہے لہٰذا بذریعہ اخبار اشتہار مدعاعلیہ کو مطلع کیا جاتا ہے کہ آپ بتقرر: [529, 1859, 677, 2009]
notice-footer: [17, 2198, 165, 2210]
section-bar-19: [864, 1325, 1025, 1347]
section-number: 2: [1208, 348, 1238, 365]
section-bar-52: [10, 1170, 172, 1192]
section-number: 3: [1208, 595, 1238, 612]
news-text: سٹاک مارکیٹ میں تیزی کا تسلسل جاری رہا، ہنڈرڈ انڈیکس 1,43 ہزار پوائنٹس کی بلند ترین سطح پر بند ہوا۔ کاروباری حجم 49,48 فیصد بڑھ کر 51 کروڑ حصص رہا۔ ڈالر کی قدر میں (67,9) روپے کمی جبکہ سونا 81,9 فیصد اضافے سے 1402 روپے مہنگا ہوا۔ مارکیٹ سرمایہ 14,1475 ارب روپے کی سطح پر پہنچ گیا۔ 15,838 پوائنٹس کے بینچ مارک پر 25,1174 کمپنیوں کے حصص میں کاروبار ہوا جن میں 1242 کے بھاؤ بڑھے اور 802,3 کے گرے۔ مجموعی طور پر 30,642 سودے ہوئے جبکہ 649 کمپنیوں کی قیمتیں 070,0 اور 018,2 کی سطح پر مستحکم رہیں۔ ماہرین کے مطابق 2025ء میں معاشی اشاریے 2019ء کے بعد بہترین سطح پر ہیں اور 5,638 ملین ڈالر کا زرمبادلہ ریکارڈ ہوا۔: [1034, 997, 1196, 1389]
section-number: 44: [185, 567, 215, 584]
section-number: 6: [1208, 1734, 1238, 1751]
notice-footer-seal: مہر عدالت: [448, 2151, 503, 2164]
section-bar-title: بقیہ جات: [239, 798, 290, 812]
section-bar-title: بقیہ جات: [68, 172, 119, 186]
notice-body-text: بصورت دیگر کارروائی حسب ضابطہ عمل میں لائی جائے گی اور بعد میں کوئی عذر قابل قبول نہ ہوگا۔: [188, 1605, 336, 1675]
section-bar-corner-label: بقیہ: [315, 568, 339, 583]
section-bar-corner-label: بقیہ: [145, 171, 169, 186]
news-text: تعلقات کو مزید وسعت دی جائے گی۔ میٹرو کے پہلے مرحلے پر کام جاری ہے۔: [352, 1365, 513, 1415]
notice-date: 24-2-2026: [421, 2399, 504, 2416]
section-bar-title: بقیہ جات: [581, 267, 632, 281]
notice-body: [189, 1830, 336, 2083]
news-text: صحت کارڈ کے تحت علاج کی سہولتیں بحال کر دی گئی ہیں، مستحق خاندان مفت علاج کروا سکیں گے۔ انہوں نے کہا کہ تعلیم اور صحت کے شعبوں میں اصلاحات کا عمل جاری رہے گا۔ شہریوں نے مطالبہ کیا ہے کہ متعلقہ ادارے فوری نوٹس لیں اور سہولیات کا دائرہ مزید بڑھایا جائے۔ اجلاس میں سیکرٹری اور دیگر اعلیٰ حکام نے شرکت کی۔: [864, 1123, 1025, 1317]
section-bar-title: بقیہ جات: [751, 1692, 802, 1706]
section-bar-title: بقیہ جات: [922, 226, 973, 240]
news-text: حکومت مزدوروں کی فلاح و بہبود کے لیے عملی اقدامات کر رہی ہے، آسان اقساط پر قرضے فراہم کیے جائیں گے اور 18 ہزار کارکنوں کو تربیت دی جائے گی۔ انہوں نے کہا کہ عوام کے مسائل کا حل اولین ترجیح ہے اور میرٹ پر کوئی سمجھوتہ نہیں کیا جائے گا۔ تقریب سے خطاب کرتے ہوئے مہمان خصوصی نے کہا کہ محنت کش ملک کا قیمتی سرمایہ ہیں اور ان کے حقوق کا تحفظ ہر صورت یقینی بنایا جائے گا۔: [693, 146, 855, 377]
section-bar-corner-label: بقیہ: [315, 357, 339, 372]
notice-footer-signature: دستخط حاکم: [20, 1782, 89, 1795]
notice-body-text: بوقت 9 بجے صبح اصالتاً یا وکالتاً حاضر عدالت ہوں۔ بصورت دیگر کارروائی حسب ضابطہ عمل میں لائی جائے گی۔: [529, 2017, 677, 2087]
notice-footer-signature: دستخط حاکم: [191, 1351, 260, 1364]
section-bar-49: [10, 464, 172, 486]
notice-footer-seal: مہر عدالت: [618, 1763, 674, 1776]
notice-body-text: درخواست برائے اجازت۔ ہرگاہ سائل نے درخواست مذکورہ عدالت ہذا میں گزاری ہے لہٰذا ہر خاص و عام کو مطلع کیا جاتا ہے کہ کسی کو کوئی اعتراض ہو تو آپ بتقرر: [17, 2319, 165, 2432]
page-title: روزنامہ وفاق (3): [604, 4, 771, 30]
notice-footer-seal: مہر عدالت: [277, 1351, 333, 1364]
section-bar-title: بقیہ جات: [922, 87, 973, 101]
notice-case-ref: 26: [83, 2534, 99, 2548]
section-bar-title: بقیہ جات: [239, 357, 290, 371]
news-text: کارروائی جاری ہے۔ پولیس اور ضلعی انتظامیہ کے مطابق گزشتہ روز معاملے کی انکوائری مکمل کر لی گئی۔: [693, 43, 855, 111]
notice-header: بعدالت جناب مجیب الرحمٰن شامی صاحب سول کورٹ جج منڈی بہاؤالدین: [29, 1361, 152, 1457]
section-number: 7: [1208, 2053, 1238, 2070]
section-number: 45: [185, 796, 215, 813]
notice-body: [17, 2317, 165, 2532]
court-notice: [10, 1809, 172, 2217]
notice-footer: [189, 1352, 336, 1364]
section-number: 50: [13, 840, 43, 857]
notice-body-text: عنوان: کنول مہک بنام عوام الناس۔ درخواست گارڈین۔ کنول مہک بیوہ تنویر مسیح ساکن کلر آبادی محلہ رمضان پورہ نوشہرہ روڈ گوجرانوالہ۔ اخبار اشتہار بنام عوام الناس۔ ہرگاہ سائلہ نے عدالت ہذا میں درخواست گارڈین دائر کر رکھی ہے، کسی کو اعتراض ہو تو تاریخ مقررہ پر: [188, 1103, 336, 1267]
section-number: 35: [526, 1309, 556, 1326]
section-bar-20: [864, 1554, 1025, 1576]
news-text: 50 نئی بسیں چلائی جائیں گی، روٹس کا تعین کر لیا گیا ہے۔: [693, 1581, 855, 1613]
section-bar-14: [1035, 1873, 1196, 1895]
news-text: مقابلہ کرتے ہوئے جام شہادت نوش کرنے والے شہداء ہمارے ماتھے کا جھومر ہیں، پوری قوم کو ان پر فخر ہے۔ تقریب سے خطاب کرتے ہوئے مہمان خصوصی نے کہا کہ نوجوان ملک کا قیمتی سرمایہ ہیں اور انہی کی محنت سے ملک ترقی کی منازل طے کرے گا۔ انہوں نے کہا کہ 1965ء کی جنگ میں قوم نے اتحاد کی شاندار مثال قائم کی، آج بھی اسی جذبے کی ضرورت ہے۔ حالیہ بارشوں سے متاثرہ خاندانوں کی بحالی کے لیے 10 کروڑ روپے جاری کر دیے گئے ہیں جبکہ 2022ء کے سیلاب زدگان کی مکمل بحالی تک چین سے نہیں بیٹھیں گے۔ انہوں نے کہا کہ تعلیم اور صحت کے شعبوں میں اصلاحات کا عمل جاری رہے گا اور فنڈز کی کمی آڑے نہیں آنے دی جائے گی۔ ذرائع کے مطابق اجلاس میں صوبے بھر کے انتظامی امور کا تفصیلی جائزہ لیا گیا اور متعلقہ حکام کو فوری عملدرآمد کی ہدایت کی گئی۔ انہوں نے کہا کہ عوام کے مسائل کا حل اولین ترجیح ہے اور میرٹ پر کوئی سمجھوتہ نہیں کیا جائے گا۔ واضح رہے کہ گزشتہ روز بھی اس سلسلے میں اعلیٰ سطحی اجلاس منعقد ہوا تھا جس میں تفصیلی جائزہ لیا گیا تھا۔ ترجمان کے مطابق منصوبے پر کام تیزی سے جاری ہے اور اسے مقررہ مدت میں مکمل کیا جائے گا۔: [1205, 867, 1367, 1476]
section-number: 4: [1208, 842, 1238, 859]
section-bar-corner-label: بقیہ: [145, 86, 169, 101]
notice-case-ref: 22: [595, 2092, 611, 2106]
section-bar-21: [864, 1832, 1025, 1854]
section-bar-title: بقیہ جات: [581, 708, 632, 722]
section-number: 28: [697, 1556, 727, 1573]
column-4: [688, 39, 859, 2556]
court-notice: [182, 1711, 343, 2123]
notice-body-text: امتل العزیز بنام سیکرٹری یونین کونسل نمبر 220 وفاقی کالونی لاہور۔ ہرگاہ مقدمہ عنوان بالا میں مدعاعلیہ تعمیل سمن سے گریزاں ہے ان کی تعمیل آسان طریقہ سے ہونا مشکل ہے لہٰذا بذریعہ اخبار اشتہار مدعاعلیہ کو مطلع کیا جاتا ہے کہ آپ بتقرر: [188, 1832, 336, 1977]
notice-header: بعدالت جناب سید مجتبیٰ حسین صاحب سول جج درجہ اول پاکپتن شریف: [533, 1425, 673, 1495]
section-number: 9: [1038, 351, 1068, 368]
section-bar-11: [1035, 969, 1196, 991]
section-bar-17: [864, 758, 1025, 780]
notice-body: [530, 1505, 677, 1758]
section-number: 13: [1038, 1755, 1068, 1772]
section-bar-title: بقیہ جات: [581, 550, 632, 564]
notice-body-text: بوقت 8 بجے صبح اصالتاً یا وکالتاً حاضر عدالت ہوں۔ بصورت دیگر کارروائی حسب ضابطہ عمل میں لائی جائے گی۔: [17, 2098, 165, 2188]
section-bar-10: [1035, 632, 1196, 654]
notice-body: [530, 1856, 677, 2090]
section-bar-51: [10, 1067, 172, 1089]
notice-footer-signature: دستخط حاکم: [362, 2518, 431, 2531]
section-bar-corner-label: بقیہ: [998, 1697, 1022, 1712]
notice-date: 05/03/26: [19, 1622, 91, 1639]
section-number: 27: [697, 1327, 727, 1344]
column-6: [346, 39, 517, 2556]
column-8: [5, 39, 176, 2566]
section-bar-46: [10, 83, 172, 105]
notice-body: [189, 1471, 336, 1679]
section-bar-13: [1035, 1752, 1196, 1774]
notice-body-text: کو حاضر ہو کر عذر پیش کرے بصورت دیگر کارروائی حسب ضابطہ عمل میں لائی جائے گی۔: [359, 2054, 506, 2126]
section-bar-corner-label: بقیہ: [486, 653, 510, 668]
section-bar-title: بقیہ جات: [751, 388, 802, 402]
section-bar-title: بقیہ جات: [68, 468, 119, 482]
section-bar-corner-label: بقیہ: [145, 468, 169, 483]
